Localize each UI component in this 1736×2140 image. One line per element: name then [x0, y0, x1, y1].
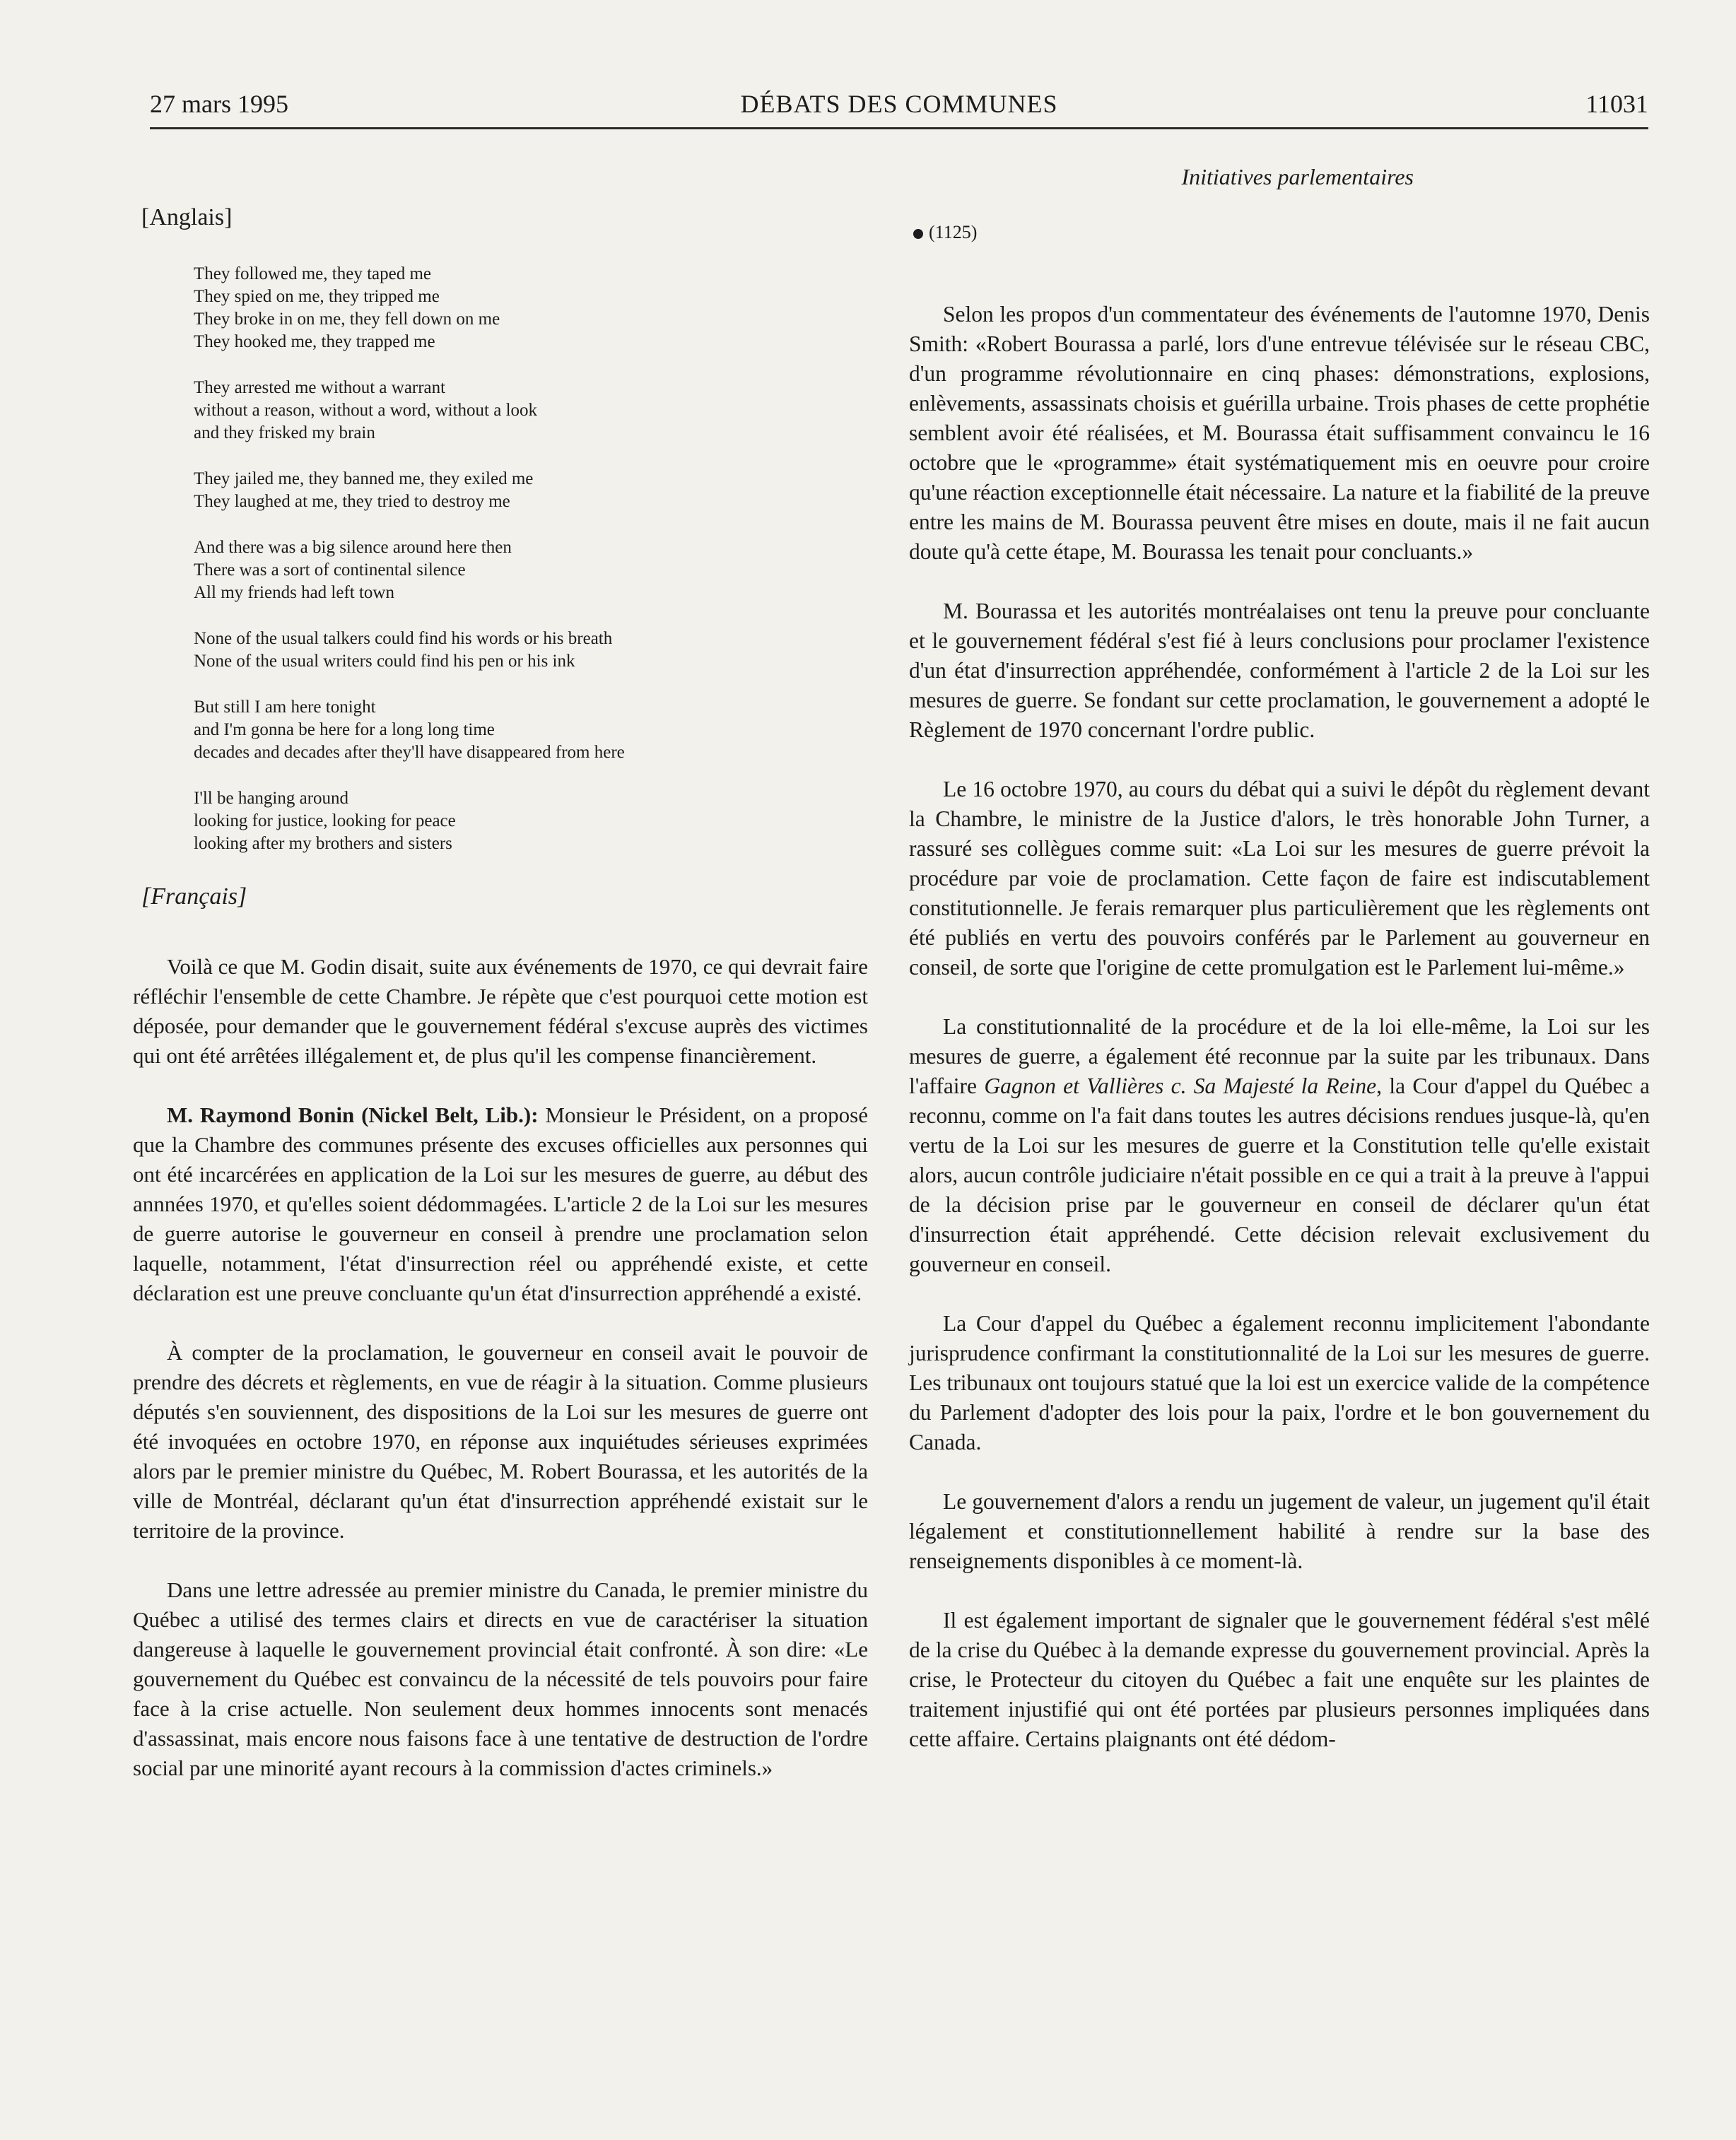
paragraph: Le gouvernement d'alors a rendu un jugement de valeur, un jugement qu'il était légalement et constitutionnellement habilité à rendre sur la base des renseignements disponibles à ce moment-là.: [909, 1489, 1650, 1573]
poem-line: I'll be hanging around: [194, 789, 349, 808]
paragraph: Le 16 octobre 1970, au cours du débat qui a suivi le dépôt du règlement devant la Chambre, le ministre de la Justice d'alors, le très honorable John Turner, a rassuré ses collègues comme suit: «La Loi sur les mesures de guerre prévoit la procédure par voie de proclamation. Cette façon de faire est indiscutablement constitutionnelle. Je ferais remarquer plus particulièrement que les règlements ont été publiés en vertu des pouvoirs conférés par le Parlement au gouverneur en conseil, de sorte que l'origine de cette promulgation est le Parlement lui-même.»: [909, 777, 1650, 980]
poem-line: without a reason, without a word, without a look: [194, 401, 538, 420]
poem-line: They jailed me, they banned me, they exiled me: [194, 469, 534, 488]
case-name: Gagnon et Vallières c. Sa Majesté la Reine: [984, 1074, 1377, 1098]
section-label: Initiatives parlementaires: [1181, 164, 1414, 189]
paragraph: La Cour d'appel du Québec a également reconnu implicitement l'abondante jurisprudence confirmant la constitutionnalité de la Loi sur les mesures de guerre. Les tribunaux ont toujours statué que la loi est un exercice valide de la compétence du Parlement d'adopter des lois pour la paix, l'ordre et le bon gouvernement du Canada.: [909, 1311, 1650, 1454]
poem-line: looking after my brothers and sisters: [194, 834, 452, 853]
header-rule: [150, 127, 1648, 129]
poem-stanza: [194, 696, 868, 764]
poem: [194, 263, 868, 855]
left-column: [133, 199, 868, 1783]
poem-line: decades and decades after they'll have disappeared from here: [194, 743, 625, 762]
paragraph: Voilà ce que M. Godin disait, suite aux événements de 1970, ce qui devrait faire réfléchir l'ensemble de cette Chambre. Je répète que c'est pourquoi cette motion est déposée, pour demander que le gouvernement fédéral s'excuse auprès des victimes qui ont été arrêtées illégalement et, de plus qu'il les compense financièrement.: [133, 954, 868, 1068]
poem-line: They arrested me without a warrant: [194, 378, 446, 397]
poem-line: They followed me, they taped me: [194, 264, 431, 283]
bullet-icon: [913, 229, 923, 239]
running-head: [150, 82, 1648, 126]
header-date: 27 mars 1995: [150, 90, 288, 118]
poem-line: looking for justice, looking for peace: [194, 811, 456, 830]
paragraph: À compter de la proclamation, le gouverneur en conseil avait le pouvoir de prendre des décrets et règlements, en vue de réagir à la situation. Comme plusieurs députés s'en souviennent, des dispositions de la Loi sur les mesures de guerre ont été invoquées en octobre 1970, en réponse aux inquiétudes sérieuses exprimées alors par le premier ministre du Québec, M. Robert Bourassa, et les autorités de la ville de Montréal, déclarant qu'un état d'insurrection appréhendé existait sur le territoire de la province.: [133, 1340, 868, 1543]
poem-line: and they frisked my brain: [194, 423, 375, 442]
poem-stanza: [194, 628, 868, 673]
paragraph-case: [909, 1012, 1650, 1279]
poem-stanza: [194, 468, 868, 513]
paragraph: Il est également important de signaler que le gouvernement fédéral s'est mêlé de la crise du Québec à la demande expresse du gouvernement provincial. Après la crise, le Protecteur du citoyen du Québec a fait une enquête sur les plaintes de traitement injustifié qui ont été portées par plusieurs personnes impliquées dans cette affaire. Certains plaignants ont été dédom-: [909, 1608, 1650, 1751]
poem-stanza: [194, 377, 868, 445]
poem-line: They hooked me, they trapped me: [194, 332, 435, 351]
page-number: 11031: [1585, 90, 1648, 118]
poem-line: They broke in on me, they fell down on me: [194, 310, 500, 329]
poem-stanza: [194, 536, 868, 604]
poem-line: They spied on me, they tripped me: [194, 287, 440, 306]
poem-line: None of the usual talkers could find his words or his breath: [194, 629, 613, 648]
language-tag-francais: [Français]: [141, 883, 247, 910]
poem-stanza: [194, 263, 868, 353]
paragraph: Selon les propos d'un commentateur des événements de l'automne 1970, Denis Smith: «Robert Bourassa a parlé, lors d'une entrevue télévisée sur le réseau CBC, d'un programme révolutionnaire en cinq phases: démonstrations, explosions, enlèvements, assassinats choisis et guérilla urbaine. Trois phases de cette prophétie semblent avoir été réalisées, et M. Bourassa était suffisamment convaincu le 16 octobre que le «programme» était systématiquement mis en oeuvre pour croire qu'une réaction exceptionnelle était nécessaire. La nature et la fiabilité de la preuve entre les mains de M. Bourassa peuvent être mises en doute, mais il ne fait aucun doute qu'à cette étape, M. Bourassa les tenait pour concluants.»: [909, 302, 1650, 564]
case-text-before: La constitutionnalité de la procédure et de la loi elle-même, la Loi sur les mesures de guerre, a également été reconnue par la suite par les tribunaux. Dans l'affaire: [909, 1014, 1650, 1098]
right-column: [909, 199, 1650, 1754]
header-title: DÉBATS DES COMMUNES: [740, 90, 1058, 118]
speaker-name: M. Raymond Bonin (Nickel Belt, Lib.):: [167, 1103, 539, 1127]
poem-line: There was a sort of continental silence: [194, 560, 466, 580]
poem-line: And there was a big silence around here then: [194, 538, 512, 557]
poem-line: and I'm gonna be here for a long long time: [194, 720, 495, 739]
language-tag-anglais: [Anglais]: [141, 204, 233, 230]
paragraph: Dans une lettre adressée au premier ministre du Canada, le premier ministre du Québec a utilisé des termes clairs et directs en vue de caractériser la situation dangereuse à laquelle le gouvernement provincial était confronté. À son dire: «Le gouvernement du Québec est convaincu de la nécessité de tels pouvoirs pour faire face à la crise actuelle. Non seulement deux hommes innocents sont menacés d'assassinat, mais encore nous faisons face à une tentative de destruction de l'ordre social par une minorité ayant recours à la commission d'actes criminels.»: [133, 1577, 868, 1780]
time-marker-text: (1125): [929, 222, 978, 242]
speaker-text: Monsieur le Président, on a proposé que la Chambre des communes présente des excuses officielles aux personnes qui ont été incarcérées en application de la Loi sur les mesures de guerre, au début des annnées 1970, et qu'elles soient dédommagées. L'article 2 de la Loi sur les mesures de guerre autorise le gouverneur en conseil à prendre une proclamation selon laquelle, notamment, l'état d'insurrection réel ou appréhendé existe, et cette déclaration est une preuve concluante qu'un état d'insurrection appréhendé a existé.: [133, 1103, 868, 1305]
poem-line: They laughed at me, they tried to destroy me: [194, 492, 510, 511]
poem-stanza: [194, 787, 868, 855]
poem-line: None of the usual writers could find his pen or his ink: [194, 652, 575, 671]
poem-line: All my friends had left town: [194, 583, 394, 602]
paragraph-speaker: [133, 1100, 868, 1308]
case-text-after: , la Cour d'appel du Québec a reconnu, comme on l'a fait dans toutes les autres décisions rendues jusque-là, qu'en vertu de la Loi sur les mesures de guerre et la Constitution telle qu'elle existait alors, aucun contrôle judiciaire n'était possible en ce qui a trait à la preuve à l'appui de la décision prise par le gouverneur en conseil de déclarer qu'un état d'insurrection était appréhendé. Cette décision relevait exclusivement du gouverneur en conseil.: [909, 1074, 1650, 1276]
poem-line: But still I am here tonight: [194, 698, 376, 717]
time-marker: [913, 216, 1650, 249]
paragraph: M. Bourassa et les autorités montréalaises ont tenu la preuve pour concluante et le gouvernement fédéral s'est fié à leurs conclusions pour proclamer l'existence d'un état d'insurrection appréhendée, conformément à l'article 2 de la Loi sur les mesures de guerre. Se fondant sur cette proclamation, le gouvernement a adopté le Règlement de 1970 concernant l'ordre public.: [909, 599, 1650, 742]
